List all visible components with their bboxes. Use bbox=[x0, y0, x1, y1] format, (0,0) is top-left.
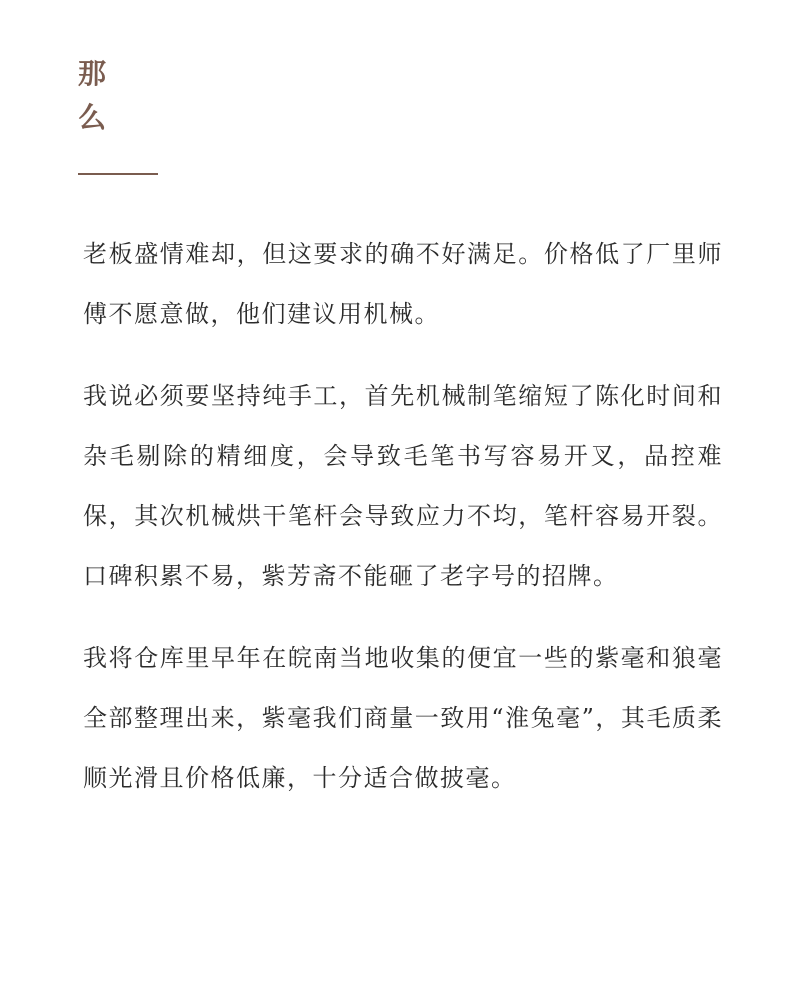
heading-divider bbox=[78, 173, 158, 175]
paragraph-1: 老板盛情难却，但这要求的确不好满足。价格低了厂里师傅不愿意做，他们建议用机械。 bbox=[83, 240, 723, 328]
section-heading bbox=[78, 52, 118, 140]
paragraph-2: 我说必须要坚持纯手工，首先机械制笔缩短了陈化时间和杂毛剔除的精细度，会导致毛笔书写容易开叉，品控难保，其次机械烘干笔杆会导致应力不均，笔杆容易开裂。口碑积累不易，紫芳斋不能砸了老字号的招牌。 bbox=[83, 382, 723, 590]
paragraph-3: 我将仓库里早年在皖南当地收集的便宜一些的紫毫和狼毫全部整理出来，紫毫我们商量一致用“淮兔毫”，其毛质柔顺光滑且价格低廉，十分适合做披毫。 bbox=[83, 644, 723, 792]
heading-char-2: 么 bbox=[78, 101, 107, 134]
article-body bbox=[83, 224, 723, 830]
heading-char-1: 那 bbox=[78, 57, 107, 90]
